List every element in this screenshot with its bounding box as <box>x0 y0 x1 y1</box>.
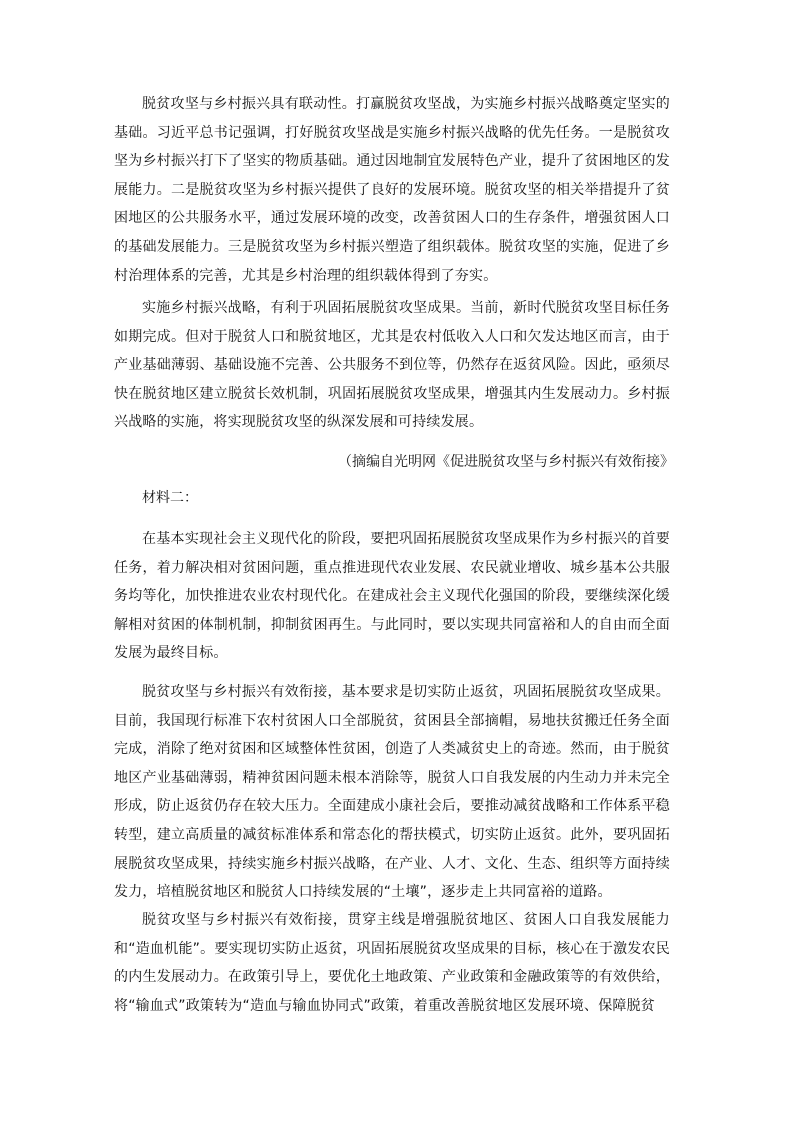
paragraph-5: 脱贫攻坚与乡村振兴有效衔接，贯穿主线是增强脱贫地区、贫困人口自我发展能力和“造血机能”。要实现切实防止返贫，巩固拓展脱贫攻坚成果的目标，核心在于激发农民的内生发展动力。在政策引导上，要优化土地政策、产业政策和金融政策等的有效供给，将“输血式”政策转为“造血与输血协同式”政策，着重改善脱贫地区发展环境、保障脱贫 <box>114 912 670 1014</box>
paragraph-1: 脱贫攻坚与乡村振兴具有联动性。打赢脱贫攻坚战，为实施乡村振兴战略奠定坚实的基础。习近平总书记强调，打好脱贫攻坚战是实施乡村振兴战略的优先任务。一是脱贫攻坚为乡村振兴打下了坚实的物质基础。通过因地制宜发展特色产业，提升了贫困地区的发展能力。二是脱贫攻坚为乡村振兴提供了良好的发展环境。脱贫攻坚的相关举措提升了贫困地区的公共服务水平，通过发展环境的改变，改善贫困人口的生存条件，增强贫困人口的基础发展能力。三是脱贫攻坚为乡村振兴塑造了组织载体。脱贫攻坚的实施，促进了乡村治理体系的完善，尤其是乡村治理的组织载体得到了夯实。 <box>114 96 670 284</box>
material-heading: 材料二： <box>142 490 198 506</box>
paragraph-4: 脱贫攻坚与乡村振兴有效衔接，基本要求是切实防止返贫，巩固拓展脱贫攻坚成果。目前，我国现行标准下农村贫困人口全部脱贫，贫困县全部摘帽，易地扶贫搬迁任务全面完成，消除了绝对贫困和区域整体性贫困，创造了人类减贫史上的奇迹。然而，由于脱贫地区产业基础薄弱，精神贫困问题未根本消除等，脱贫人口自我发展的内生动力并未完全形成，防止返贫仍存在较大压力。全面建成小康社会后，要推动减贫战略和工作体系平稳转型，建立高质量的减贫标准体系和常态化的帮扶模式，切实防止返贫。此外，要巩固拓展脱贫攻坚成果，持续实施乡村振兴战略，在产业、人才、文化、生态、组织等方面持续发力，培植脱贫地区和脱贫人口持续发展的“土壤”，逐步走上共同富裕的道路。 <box>114 684 670 901</box>
paragraph-3: 在基本实现社会主义现代化的阶段，要把巩固拓展脱贫攻坚成果作为乡村振兴的首要任务，着力解决相对贫困问题，重点推进现代农业发展、农民就业增收、城乡基本公共服务均等化，加快推进农业农村现代化。在建成社会主义现代化强国的阶段，要继续深化缓解相对贫困的体制机制，抑制贫困再生。与此同时，要以实现共同富裕和人的自由而全面发展为最终目标。 <box>114 531 670 662</box>
source-citation: （摘编自光明网《促进脱贫攻坚与乡村振兴有效衔接》 <box>338 454 674 470</box>
paragraph-2: 实施乡村振兴战略，有利于巩固拓展脱贫攻坚成果。当前，新时代脱贫攻坚目标任务如期完成。但对于脱贫人口和脱贫地区，尤其是农村低收入人口和欠发达地区而言，由于产业基础薄弱、基础设施不完善、公共服务不到位等，仍然存在返贫风险。因此，亟须尽快在脱贫地区建立脱贫长效机制，巩固拓展脱贫攻坚成果，增强其内生发展动力。乡村振兴战略的实施，将实现脱贫攻坚的纵深发展和可持续发展。 <box>114 300 670 431</box>
